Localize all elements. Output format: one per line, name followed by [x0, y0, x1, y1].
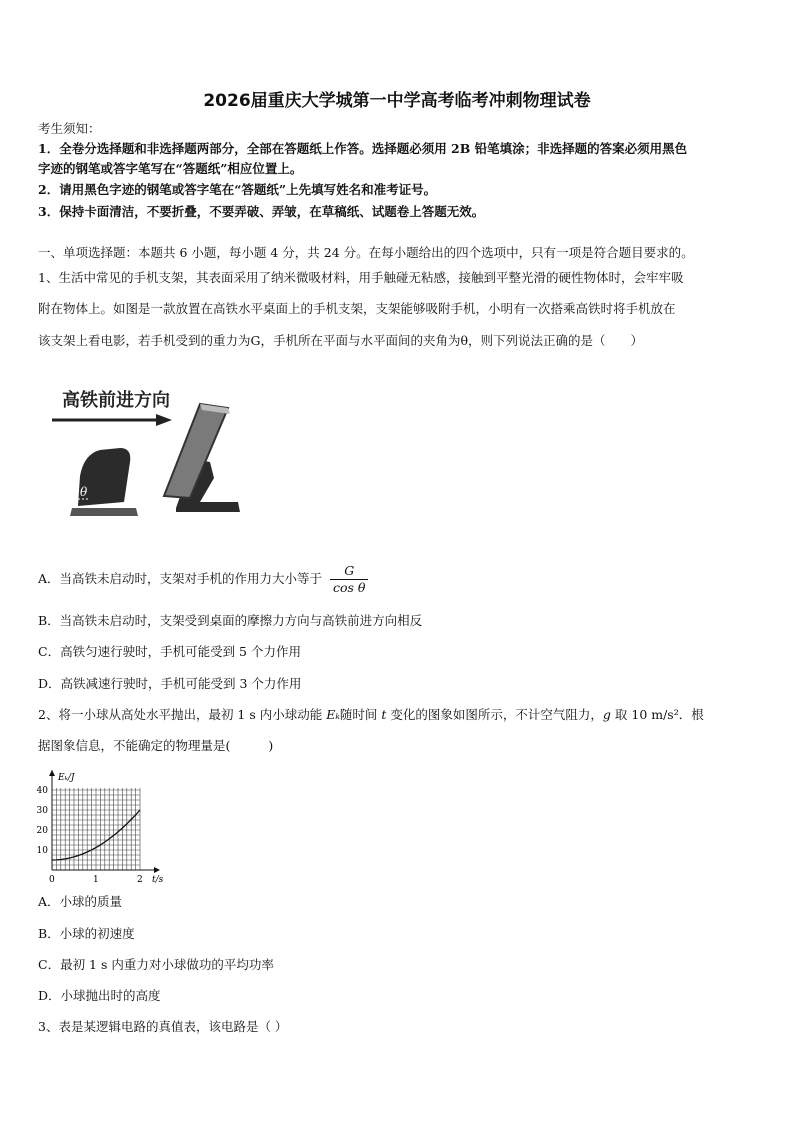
x-axis-label: t/s	[152, 875, 164, 885]
q1-option-a-fraction: $\frac{G}{\text{cos θ}}$	[330, 563, 368, 596]
y-tick-label: 40	[36, 786, 48, 796]
q1-option-d: D．高铁减速行驶时，手机可能受到 3 个力作用	[38, 676, 302, 691]
x-tick-label: 2	[137, 875, 143, 885]
direction-arrow-icon	[52, 414, 172, 426]
left-holder-icon	[70, 448, 138, 516]
q3-line: 3、表是某逻辑电路的真值表，该电路是（ ）	[38, 1019, 288, 1034]
q2-option-a: A．小球的质量	[38, 894, 123, 909]
y-tick-label: 20	[36, 826, 48, 836]
q1-option-c: C．高铁匀速行驶时，手机可能受到 5 个力作用	[38, 644, 301, 659]
notice-item-3: 3．保持卡面清洁，不要折叠，不要弄破、弄皱，在草稿纸、试题卷上答题无效。	[38, 204, 485, 219]
notice-item-2: 2．请用黑色字迹的钢笔或答字笔在“答题纸”上先填写姓名和准考证号。	[38, 182, 437, 197]
y-tick-label: 10	[36, 846, 48, 856]
x-axis-arrow-icon	[154, 867, 160, 873]
angle-theta-label: θ	[80, 485, 88, 499]
right-holder-icon	[164, 404, 240, 512]
section-heading: 一、单项选择题：本题共 6 小题，每小题 4 分，共 24 分。在每小题给出的四个选项中，只有一项是符合题目要求的。	[38, 245, 694, 260]
q1-line-2: 附在物体上。如图是一款放置在高铁水平桌面上的手机支架，支架能够吸附手机，小明有一次搭乘高铁时将手机放在	[38, 301, 676, 316]
figure-arrow-label: 高铁前进方向	[62, 390, 170, 411]
q2-option-b: B．小球的初速度	[38, 926, 135, 941]
q1-option-b: B．当高铁未启动时，支架受到桌面的摩擦力方向与高铁前进方向相反	[38, 613, 423, 628]
q2-option-c: C．最初 1 s 内重力对小球做功的平均功率	[38, 957, 274, 972]
y-tick-label: 30	[36, 806, 48, 816]
notice-item-1: 1．全卷分选择题和非选择题两部分，全部在答题纸上作答。选择题必须用 2B 铅笔填涂；非选择题的答案必须用黑色	[38, 141, 688, 156]
notice-heading: 考生须知：	[38, 121, 101, 136]
page-title: 2026届重庆大学城第一中学高考临考冲刺物理试卷	[203, 91, 591, 111]
x-tick-label: 0	[49, 875, 55, 885]
phone-holder-figure	[50, 378, 250, 526]
q1-line-3: 该支架上看电影，若手机受到的重力为G，手机所在平面与水平面间的夹角为θ，则下列说法正确的是（ ）	[38, 333, 644, 348]
q2-option-d: D．小球抛出时的高度	[38, 988, 161, 1003]
y-axis-arrow-icon	[49, 770, 55, 776]
q2-line-2: 据图象信息，不能确定的物理量是( )	[38, 738, 274, 753]
y-axis-label: Eₖ/J	[58, 773, 75, 783]
q1-line-1: 1、生活中常见的手机支架，其表面采用了纳米微吸材料，用手触碰无粘感，接触到平整光滑的硬性物体时，会牢牢吸	[38, 270, 684, 285]
notice-item-1-cont: 字迹的钢笔或答字笔写在“答题纸”相应位置上。	[38, 161, 303, 176]
q2-line-1: 2、将一小球从高处水平抛出，最初 1 s 内小球动能 Eₖ随时间 t 变化的图象如图所示，不计空气阻力，g 取 10 m/s²．根	[38, 707, 704, 722]
ek-t-chart	[34, 764, 170, 886]
x-tick-label: 1	[93, 875, 99, 885]
q1-option-a: A．当高铁未启动时，支架对手机的作用力大小等于 $\frac{G}{\text{cos θ}}$	[38, 563, 368, 596]
